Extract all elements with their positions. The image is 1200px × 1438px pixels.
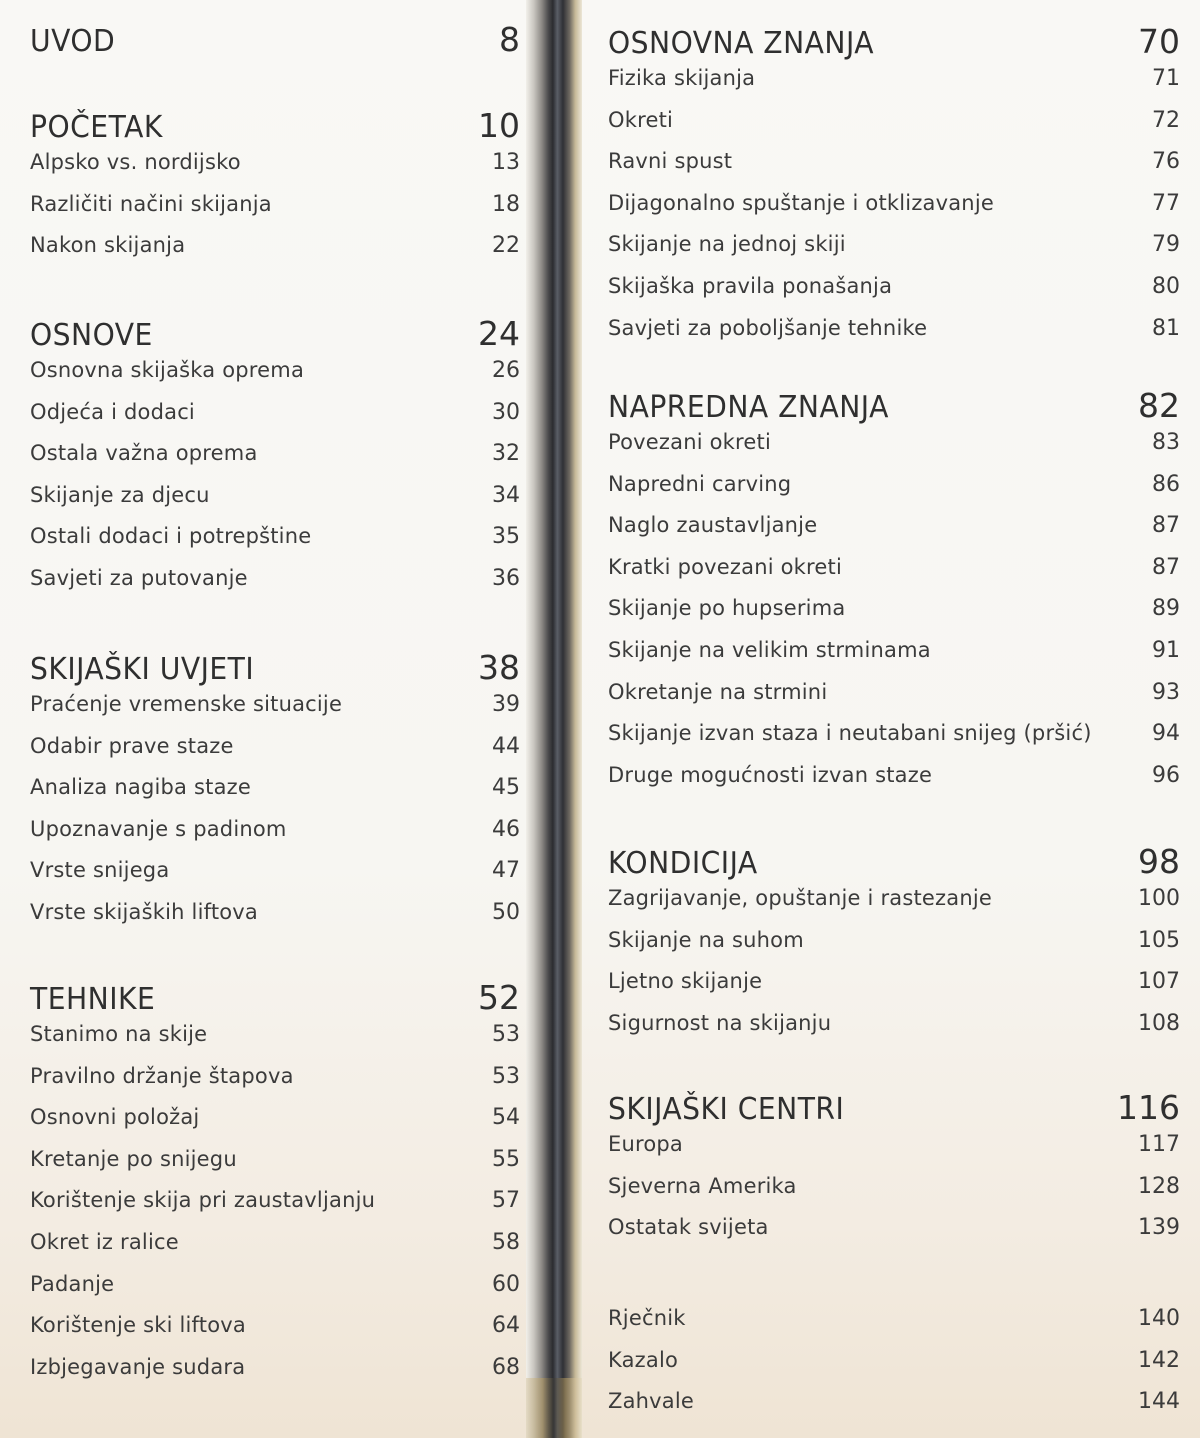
section-heading[interactable] <box>30 648 520 692</box>
section-heading[interactable] <box>608 1088 1180 1132</box>
entry-page-number: 142 <box>1138 1347 1180 1373</box>
toc-section-osnovna-znanja <box>608 22 1180 357</box>
toc-entry[interactable] <box>608 66 1180 108</box>
entry-page-number: 53 <box>492 1063 520 1089</box>
section-title: OSNOVNA ZNANJA <box>608 26 875 61</box>
section-heading[interactable] <box>30 106 520 150</box>
entry-title: Korištenje ski liftova <box>30 1313 246 1338</box>
toc-entry[interactable] <box>30 400 520 442</box>
toc-entry[interactable] <box>30 1230 520 1272</box>
entry-title: Ostali dodaci i potrepštine <box>30 524 312 549</box>
entry-page-number: 87 <box>1152 513 1180 539</box>
entry-title: Ravni spust <box>608 149 733 174</box>
entry-title: Povezani okreti <box>608 430 771 454</box>
entry-title: Upoznavanje s padinom <box>30 816 287 841</box>
toc-entry[interactable] <box>608 513 1180 555</box>
entry-title: Napredni carving <box>608 471 792 496</box>
entry-page-number: 72 <box>1152 107 1180 133</box>
entry-page-number: 60 <box>492 1271 520 1297</box>
section-page-number: 116 <box>1117 1088 1180 1127</box>
entry-page-number: 93 <box>1152 679 1180 705</box>
section-page-number: 38 <box>478 648 520 687</box>
entry-page-number: 46 <box>492 816 520 842</box>
entry-title: Osnovni položaj <box>30 1105 200 1130</box>
entry-page-number: 77 <box>1152 190 1180 216</box>
toc-entry[interactable] <box>608 969 1180 1011</box>
entry-page-number: 39 <box>492 692 520 717</box>
toc-entry[interactable] <box>30 1272 520 1314</box>
toc-entry[interactable] <box>30 817 520 859</box>
entry-page-number: 94 <box>1152 721 1180 747</box>
entry-title: Odabir prave staze <box>30 733 234 758</box>
toc-entry[interactable] <box>608 555 1180 597</box>
section-page-number: 82 <box>1138 386 1180 425</box>
entry-title: Okretanje na strmini <box>608 679 828 704</box>
toc-entry[interactable] <box>608 763 1180 805</box>
section-title: SKIJAŠKI CENTRI <box>608 1092 845 1127</box>
toc-section-skijaski-centri <box>608 1088 1180 1257</box>
entry-page-number: 107 <box>1138 969 1180 995</box>
section-title: SKIJAŠKI UVJETI <box>30 652 255 687</box>
entry-page-number: 100 <box>1138 886 1180 911</box>
entry-title: Praćenje vremenske situacije <box>30 692 343 716</box>
entry-page-number: 71 <box>1152 66 1180 91</box>
entry-page-number: 86 <box>1152 471 1180 497</box>
entry-page-number: 140 <box>1138 1306 1180 1331</box>
entry-page-number: 26 <box>492 358 520 383</box>
book-spine <box>526 0 582 1438</box>
toc-entry[interactable] <box>30 150 520 192</box>
toc-entry[interactable] <box>30 483 520 525</box>
entry-page-number: 50 <box>492 899 520 925</box>
entry-title: Skijanje izvan staza i neutabani snijeg (pršić) <box>608 721 1092 746</box>
entry-page-number: 89 <box>1152 596 1180 622</box>
section-title: KONDICIJA <box>608 846 758 881</box>
section-page-number: 10 <box>478 106 520 145</box>
section-heading[interactable] <box>608 842 1180 886</box>
section-page-number: 24 <box>478 314 520 353</box>
toc-entry[interactable] <box>30 1147 520 1189</box>
entry-page-number: 47 <box>492 858 520 884</box>
entry-page-number: 79 <box>1152 232 1180 258</box>
toc-entry[interactable] <box>30 1105 520 1147</box>
section-title: POČETAK <box>30 110 163 145</box>
toc-entry[interactable] <box>608 886 1180 928</box>
entry-title: Kazalo <box>608 1347 679 1372</box>
toc-entry[interactable] <box>608 596 1180 638</box>
entry-page-number: 76 <box>1152 149 1180 175</box>
entry-page-number: 80 <box>1152 273 1180 299</box>
entry-title: Dijagonalno spuštanje i otklizavanje <box>608 190 994 215</box>
section-heading[interactable] <box>608 386 1180 430</box>
entry-title: Pravilno držanje štapova <box>30 1063 294 1088</box>
entry-title: Stanimo na skije <box>30 1022 208 1046</box>
entry-page-number: 13 <box>492 150 520 175</box>
entry-page-number: 30 <box>492 399 520 425</box>
section-page-number: 8 <box>499 20 520 59</box>
toc-entry[interactable] <box>30 1313 520 1355</box>
toc-entry[interactable] <box>30 566 520 608</box>
entry-title: Ostala važna oprema <box>30 441 258 466</box>
entry-title: Okreti <box>608 107 674 132</box>
entry-title: Druge mogućnosti izvan staze <box>608 762 933 787</box>
toc-entry[interactable] <box>608 721 1180 763</box>
entry-title: Savjeti za poboljšanje tehnike <box>608 315 928 340</box>
toc-entry[interactable] <box>608 1215 1180 1257</box>
entry-page-number: 64 <box>492 1313 520 1339</box>
entry-title: Naglo zaustavljanje <box>608 513 818 538</box>
toc-section-misc <box>608 1306 1180 1431</box>
toc-section-pocetak <box>30 106 520 275</box>
entry-title: Zagrijavanje, opuštanje i rastezanje <box>608 886 993 910</box>
entry-title: Ljetno skijanje <box>608 969 763 994</box>
toc-section-uvod <box>30 20 520 64</box>
entry-page-number: 128 <box>1138 1173 1180 1199</box>
entry-page-number: 91 <box>1152 637 1180 663</box>
entry-page-number: 68 <box>492 1354 520 1380</box>
entry-page-number: 117 <box>1138 1132 1180 1157</box>
entry-title: Alpsko vs. nordijsko <box>30 150 241 174</box>
entry-title: Ostatak svijeta <box>608 1215 769 1240</box>
entry-title: Skijanje za djecu <box>30 482 210 507</box>
toc-entry[interactable] <box>30 1188 520 1230</box>
entry-page-number: 18 <box>492 191 520 217</box>
entry-title: Sjeverna Amerika <box>608 1173 797 1198</box>
entry-title: Vrste snijega <box>30 858 170 883</box>
entry-page-number: 53 <box>492 1022 520 1047</box>
entry-page-number: 34 <box>492 482 520 508</box>
entry-title: Europa <box>608 1132 683 1156</box>
toc-section-tehnike <box>30 978 520 1396</box>
entry-page-number: 58 <box>492 1229 520 1255</box>
entry-title: Korištenje skija pri zaustavljanju <box>30 1188 376 1213</box>
entry-page-number: 108 <box>1138 1010 1180 1036</box>
toc-section-kondicija <box>608 842 1180 1052</box>
entry-page-number: 144 <box>1138 1389 1180 1415</box>
entry-title: Skijanje na jednoj skiji <box>608 232 846 257</box>
toc-entry[interactable] <box>30 1355 520 1397</box>
toc-entry[interactable] <box>608 1174 1180 1216</box>
entry-title: Fizika skijanja <box>608 66 756 90</box>
entry-page-number: 139 <box>1138 1215 1180 1241</box>
toc-entry[interactable] <box>608 1132 1180 1174</box>
section-title: OSNOVE <box>30 318 153 353</box>
entry-title: Analiza nagiba staze <box>30 775 251 800</box>
entry-page-number: 54 <box>492 1105 520 1131</box>
toc-entry[interactable] <box>608 1306 1180 1348</box>
toc-entry[interactable] <box>608 638 1180 680</box>
toc-entry[interactable] <box>608 316 1180 358</box>
toc-entry[interactable] <box>30 692 520 734</box>
entry-title: Kratki povezani okreti <box>608 554 842 579</box>
toc-entry[interactable] <box>608 1348 1180 1390</box>
toc-entry[interactable] <box>30 734 520 776</box>
entry-title: Skijanje na suhom <box>608 927 804 952</box>
entry-title: Skijanje na velikim strminama <box>608 637 931 662</box>
entry-title: Rječnik <box>608 1306 686 1330</box>
entry-title: Vrste skijaških liftova <box>30 899 259 924</box>
toc-section-skijaski-uvjeti <box>30 648 520 942</box>
entry-page-number: 32 <box>492 441 520 467</box>
section-title: UVOD <box>30 24 116 59</box>
toc-entry[interactable] <box>608 149 1180 191</box>
toc-entry[interactable] <box>30 858 520 900</box>
section-page-number: 52 <box>478 978 520 1017</box>
entry-title: Skijanje po hupserima <box>608 596 846 621</box>
entry-title: Kretanje po snijegu <box>30 1146 237 1171</box>
toc-section-napredna-znanja <box>608 386 1180 804</box>
toc-entry[interactable] <box>30 192 520 234</box>
toc-entry[interactable] <box>608 430 1180 472</box>
entry-page-number: 36 <box>492 565 520 591</box>
toc-entry[interactable] <box>608 274 1180 316</box>
entry-page-number: 44 <box>492 733 520 759</box>
toc-entry[interactable] <box>608 108 1180 150</box>
toc-entry[interactable] <box>30 900 520 942</box>
section-heading[interactable] <box>30 314 520 358</box>
toc-entry[interactable] <box>608 928 1180 970</box>
entry-title: Nakon skijanja <box>30 233 186 258</box>
section-title: NAPREDNA ZNANJA <box>608 390 889 425</box>
entry-page-number: 87 <box>1152 554 1180 580</box>
entry-title: Odjeća i dodaci <box>30 399 195 424</box>
toc-entry[interactable] <box>608 232 1180 274</box>
entry-page-number: 45 <box>492 775 520 801</box>
toc-entry[interactable] <box>30 524 520 566</box>
toc-entry[interactable] <box>30 1064 520 1106</box>
section-title: TEHNIKE <box>30 982 156 1017</box>
toc-entry[interactable] <box>608 1389 1180 1431</box>
entry-title: Zahvale <box>608 1389 695 1414</box>
spine-shadow <box>526 1378 582 1438</box>
entry-page-number: 57 <box>492 1188 520 1214</box>
section-page-number: 98 <box>1138 842 1180 881</box>
toc-entry[interactable] <box>30 1022 520 1064</box>
entry-page-number: 22 <box>492 233 520 259</box>
toc-entry[interactable] <box>30 775 520 817</box>
toc-entry[interactable] <box>608 1011 1180 1053</box>
section-heading[interactable] <box>30 20 520 64</box>
toc-entry[interactable] <box>608 472 1180 514</box>
toc-entry[interactable] <box>30 233 520 275</box>
section-heading[interactable] <box>608 22 1180 66</box>
entry-title: Izbjegavanje sudara <box>30 1354 246 1379</box>
entry-title: Savjeti za putovanje <box>30 565 248 590</box>
toc-entry[interactable] <box>608 191 1180 233</box>
section-heading[interactable] <box>30 978 520 1022</box>
entry-page-number: 81 <box>1152 315 1180 341</box>
entry-page-number: 35 <box>492 524 520 550</box>
toc-entry[interactable] <box>30 441 520 483</box>
entry-page-number: 96 <box>1152 762 1180 788</box>
entry-page-number: 83 <box>1152 430 1180 455</box>
entry-page-number: 105 <box>1138 927 1180 953</box>
toc-section-osnove <box>30 314 520 608</box>
entry-title: Skijaška pravila ponašanja <box>608 273 893 298</box>
entry-title: Okret iz ralice <box>30 1229 179 1254</box>
entry-page-number: 55 <box>492 1146 520 1172</box>
entry-title: Osnovna skijaška oprema <box>30 358 305 382</box>
entry-title: Sigurnost na skijanju <box>608 1010 832 1035</box>
toc-entry[interactable] <box>30 358 520 400</box>
section-page-number: 70 <box>1138 22 1180 61</box>
entry-title: Padanje <box>30 1271 115 1296</box>
toc-entry[interactable] <box>608 680 1180 722</box>
entry-title: Različiti načini skijanja <box>30 191 272 216</box>
